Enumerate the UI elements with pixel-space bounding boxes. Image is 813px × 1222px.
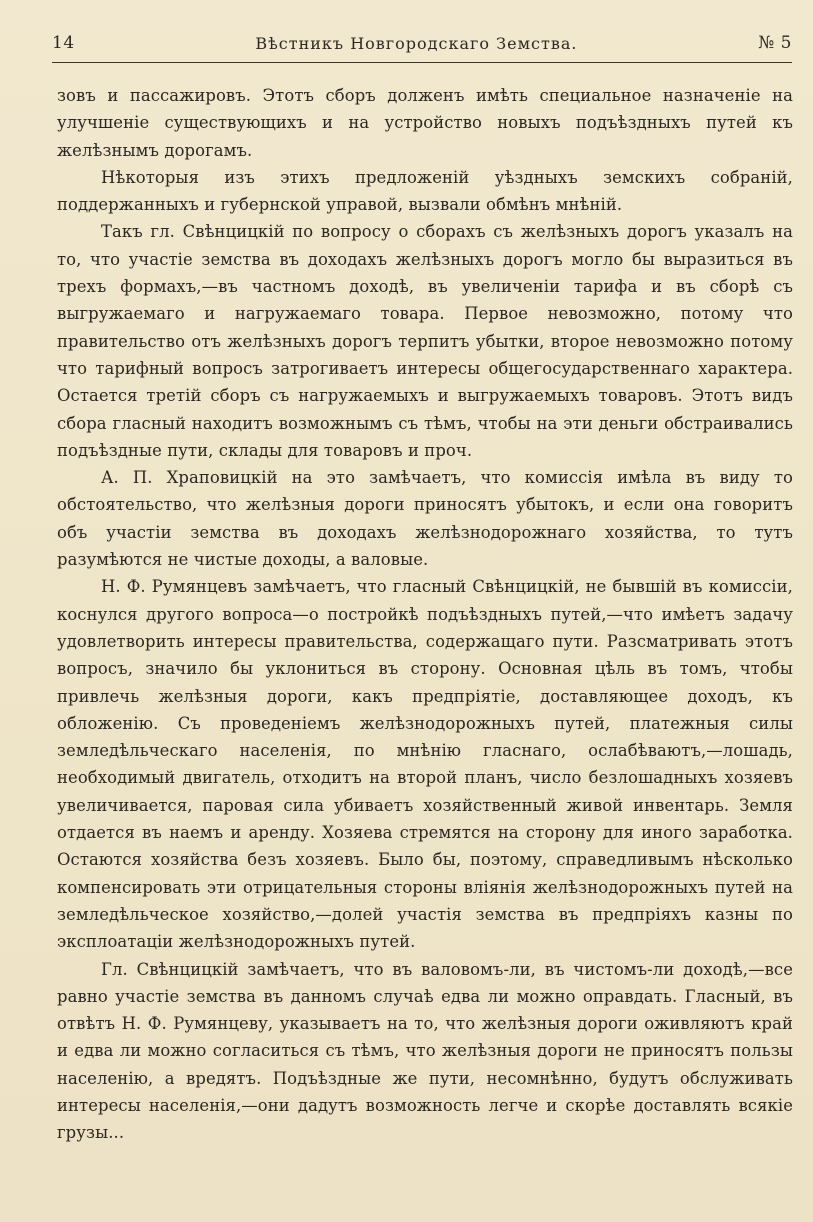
body-text bbox=[57, 82, 793, 1147]
paragraph: зовъ и пассажировъ. Этотъ сборъ долженъ имѣть специальное назначеніе на улучшеніе существующихъ и на устройство новыхъ подъѣздныхъ путей къ желѣзнымъ дорогамъ. bbox=[57, 86, 793, 160]
running-header bbox=[52, 30, 792, 56]
page-number: 14 bbox=[52, 33, 75, 53]
paragraph: А. П. Храповицкій на это замѣчаетъ, что комиссія имѣла въ виду то обстоятельство, что желѣзныя дороги приносятъ убытокъ, и если она говоритъ объ участіи земства въ доходахъ желѣзнодорожнаго хозяйства, то тутъ разумѣются не чистые доходы, а валовые. bbox=[57, 468, 793, 570]
header-divider bbox=[52, 62, 792, 63]
issue-number: № 5 bbox=[758, 33, 792, 53]
paragraph: Такъ гл. Свѣнцицкій по вопросу о сборахъ съ желѣзныхъ дорогъ указалъ на то, что участіе земства въ доходахъ желѣзныхъ дорогъ могло бы выразиться въ трехъ формахъ,—въ частномъ доходѣ, въ увеличеніи тарифа и въ сборѣ съ выгружаемаго и нагружаемаго товара. Первое невозможно, потому что правительство отъ желѣзныхъ дорогъ терпитъ убытки, второе невозможно потому что тарифный вопросъ затрогиваетъ интересы общегосударственнаго характера. Остается третій сборъ съ нагружаемыхъ и выгружаемыхъ товаровъ. Этотъ видъ сбора гласный находитъ возможнымъ съ тѣмъ, чтобы на эти деньги обстраивались подъѣздные пути, склады для товаровъ и проч. bbox=[57, 222, 793, 460]
paragraph: Нѣкоторыя изъ этихъ предложеній уѣздныхъ земскихъ собраній, поддержанныхъ и губернской управой, вызвали обмѣнъ мнѣній. bbox=[57, 167, 793, 215]
paragraph: Гл. Свѣнцицкій замѣчаетъ, что въ валовомъ-ли, въ чистомъ-ли доходѣ,—все равно участіе земства въ данномъ случаѣ едва ли можно оправдать. Гласный, въ отвѣтъ Н. Ф. Румянцеву, указываетъ на то, что желѣзныя дороги оживляютъ край и едва ли можно согласиться съ тѣмъ, что желѣзныя дороги не приносятъ пользы населенію, а вредятъ. Подъѣздные же пути, несомнѣнно, будутъ обслуживать интересы населенія,—они дадутъ возможность легче и скорѣе доставлять всякіе грузы... bbox=[57, 959, 793, 1143]
paragraph: Н. Ф. Румянцевъ замѣчаетъ, что гласный Свѣнцицкій, не бывшій въ комиссіи, коснулся другого вопроса—о постройкѣ подъѣздныхъ путей,—что имѣетъ задачу удовлетворить интересы правительства, содержащаго пути. Разсматривать этотъ вопросъ, значило бы уклониться въ сторону. Основная цѣль въ томъ, чтобы привлечь желѣзныя дороги, какъ предпріятіе, доставляющее доходъ, къ обложенію. Съ проведеніемъ желѣзнодорожныхъ путей, платежныя силы земледѣльческаго населенія, по мнѣнію гласнаго, ослабѣваютъ,—лошадь, необходимый двигатель, отходитъ на второй планъ, число безлошадныхъ хозяевъ увеличивается, паровая сила убиваетъ хозяйственный живой инвентарь. Земля отдается въ наемъ и аренду. Хозяева стремятся на сторону для иного заработка. Остаются хозяйства безъ хозяевъ. Было бы, поэтому, справедливымъ нѣсколько компенсировать эти отрицательныя стороны вліянія желѣзнодорожныхъ путей на земледѣльческое хозяйство,—долей участія земства въ предпріяхъ казны по эксплоатаціи желѣзнодорожныхъ путей. bbox=[57, 577, 793, 952]
journal-title: Вѣстникъ Новгородскаго Земства. bbox=[255, 33, 578, 53]
